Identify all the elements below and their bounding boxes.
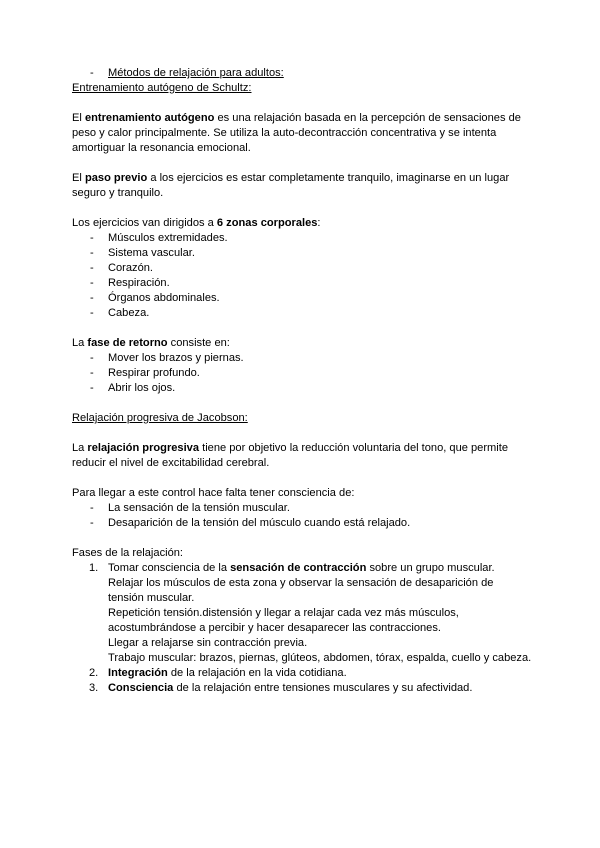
phase-item: 2. Integración de la relajación en la vida cotidiana.	[89, 667, 347, 679]
list-item: - Músculos extremidades.	[72, 231, 532, 246]
list-item: - Órganos abdominales.	[72, 291, 532, 306]
awareness-list	[72, 501, 532, 531]
list-item: - La sensación de la tensión muscular.	[72, 501, 532, 516]
phase-detail: Llegar a relajarse sin contracción previa.	[108, 637, 308, 649]
list-item: - Sistema vascular.	[72, 246, 532, 261]
list-item: - Desaparición de la tensión del músculo cuando está relajado.	[72, 516, 532, 531]
phase-item: 1. Tomar consciencia de la sensación de contracción sobre un grupo muscular. Relajar los músculos de esta zona y observar la sensación de desaparición de tensión muscular. Repetición tensión.distensión y llegar a relajar cada vez más músculos, acostumbrándose a percibir y hacer desaparecer las contracciones. Llegar a relajarse sin contracción previa. Trabajo muscular: brazos, piernas, glúteos, abdomen, tórax, espalda, cuello y cabeza.	[89, 562, 532, 664]
list-item: - Respirar profundo.	[72, 366, 532, 381]
section-heading	[72, 66, 532, 81]
schultz-paragraph-1: El entrenamiento autógeno es una relajación basada en la percepción de sensaciones de peso y calor principalmente. Se utiliza la auto-decontracción concentrativa y se intenta amortiguar la resonancia emocional.	[72, 112, 521, 154]
list-item: - Abrir los ojos.	[72, 381, 532, 396]
list-item: - Cabeza.	[72, 306, 532, 321]
jacobson-title: Relajación progresiva de Jacobson:	[72, 412, 248, 424]
zones-list	[72, 231, 532, 321]
jacobson-paragraph-2: Para llegar a este control hace falta tener consciencia de:	[72, 487, 355, 499]
return-steps-list	[72, 351, 532, 396]
phases-list	[72, 561, 532, 696]
jacobson-paragraph-3: Fases de la relajación:	[72, 547, 183, 559]
section-heading-text: Métodos de relajación para adultos:	[108, 67, 284, 79]
document-page	[72, 66, 532, 696]
schultz-paragraph-2: El paso previo a los ejercicios es estar completamente tranquilo, imaginarse en un lugar seguro y tranquilo.	[72, 172, 510, 199]
list-item: - Mover los brazos y piernas.	[72, 351, 532, 366]
phase-detail: Relajar los músculos de esta zona y observar la sensación de desaparición de tensión muscular.	[108, 577, 494, 604]
phase-detail: Trabajo muscular: brazos, piernas, glúteos, abdomen, tórax, espalda, cuello y cabeza.	[108, 652, 532, 664]
phase-item: 3. Consciencia de la relajación entre tensiones musculares y su afectividad.	[89, 682, 473, 694]
jacobson-paragraph-1: La relajación progresiva tiene por objetivo la reducción voluntaria del tono, que permite reducir el nivel de excitabilidad cerebral.	[72, 442, 508, 469]
schultz-paragraph-3: Los ejercicios van dirigidos a 6 zonas corporales:	[72, 217, 321, 229]
phase-detail: Repetición tensión.distensión y llegar a relajar cada vez más músculos, acostumbrándose a percibir y hacer desaparecer las contracciones.	[108, 607, 459, 634]
schultz-title: Entrenamiento autógeno de Schultz:	[72, 82, 252, 94]
schultz-paragraph-4: La fase de retorno consiste en:	[72, 337, 230, 349]
heading-list	[72, 66, 532, 81]
list-item: - Respiración.	[72, 276, 532, 291]
list-item: - Corazón.	[72, 261, 532, 276]
